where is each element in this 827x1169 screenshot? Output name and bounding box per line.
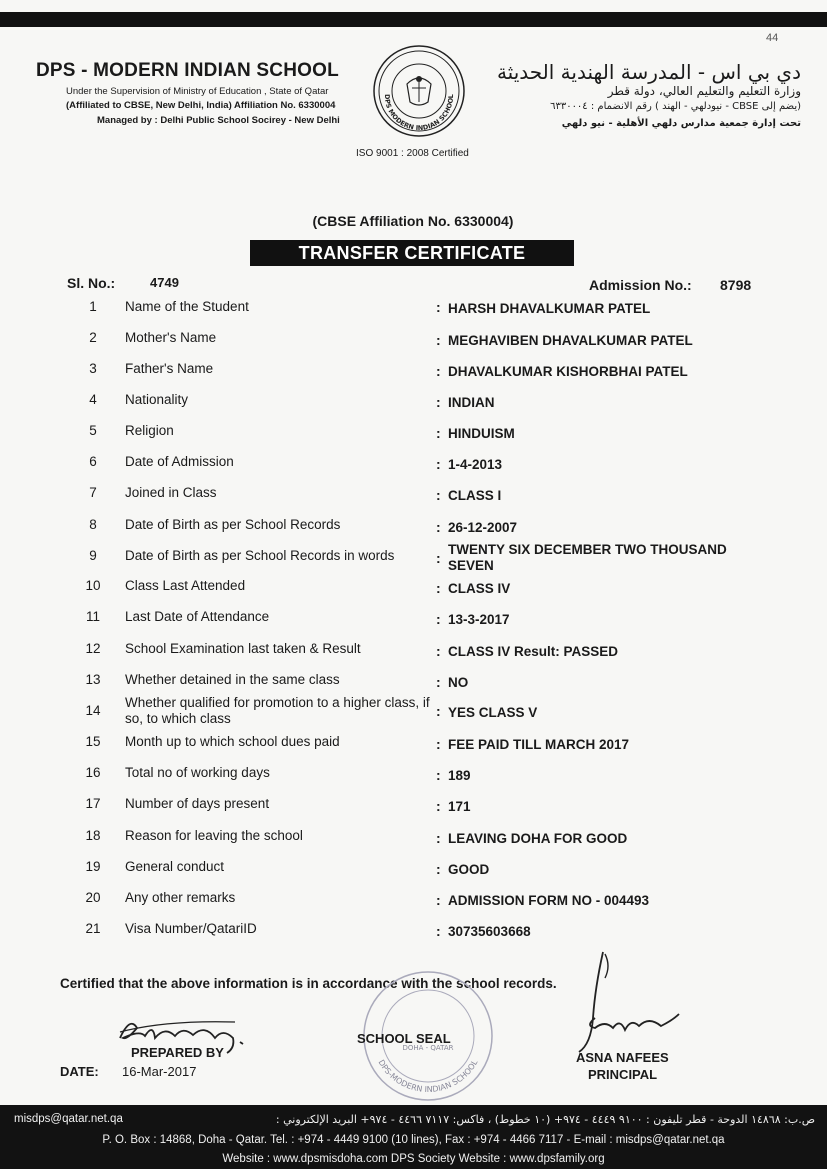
row-number: 12 <box>85 641 101 656</box>
row-label: Class Last Attended <box>125 578 246 593</box>
row-colon: : <box>436 611 441 627</box>
certificate-row <box>0 578 827 606</box>
date-value: 16-Mar-2017 <box>122 1064 197 1079</box>
serial-no-value: 4749 <box>150 275 179 290</box>
principal-name: ASNA NAFEES <box>576 1050 669 1065</box>
row-number: 9 <box>89 548 97 563</box>
row-label: Month up to which school dues paid <box>125 734 340 749</box>
row-value: HARSH DHAVALKUMAR PATEL <box>448 301 651 316</box>
footer-arabic-contact: ص.ب: ١٤٨٦٨ الدوحة - قطر تليفون : ٩١٠٠ ٤٤٤٩ - ٩٧٤+ (١٠ خطوط) ، فاكس: ٧١١٧ ٤٤٦٦ - ٩٧٤+ البريد الإلكتروني : <box>275 1113 815 1126</box>
row-label: Any other remarks <box>125 890 236 905</box>
row-colon: : <box>436 830 441 846</box>
row-colon: : <box>436 861 441 877</box>
row-number: 8 <box>89 517 97 532</box>
row-number: 2 <box>89 330 97 345</box>
affiliation-line: (Affiliated to CBSE, New Delhi, India) Affiliation No. 6330004 <box>66 100 336 111</box>
row-colon: : <box>436 736 441 752</box>
row-value: NO <box>448 675 469 690</box>
row-colon: : <box>436 519 441 535</box>
certificate-row <box>0 890 827 918</box>
school-name-en: DPS - MODERN INDIAN SCHOOL <box>36 60 339 81</box>
row-number: 3 <box>89 361 97 376</box>
row-value: 13-3-2017 <box>448 612 510 627</box>
row-colon: : <box>436 425 441 441</box>
row-value: CLASS I <box>448 488 502 503</box>
certificate-row <box>0 734 827 762</box>
row-label: Number of days present <box>125 796 270 811</box>
row-number: 4 <box>89 392 97 407</box>
row-label: Joined in Class <box>125 485 217 500</box>
row-label: Date of Birth as per School Records in words <box>125 548 395 563</box>
admission-no-label: Admission No.: <box>589 277 692 293</box>
certificate-row <box>0 423 827 451</box>
row-number: 7 <box>89 485 97 500</box>
row-colon: : <box>436 580 441 596</box>
footer-website-line: Website : www.dpsmisdoha.com DPS Society Website : www.dpsfamily.org <box>222 1153 605 1165</box>
row-label: Mother's Name <box>125 330 217 345</box>
row-value: CLASS IV <box>448 581 511 596</box>
row-number: 5 <box>89 423 97 438</box>
row-value: MEGHAVIBEN DHAVALKUMAR PATEL <box>448 333 693 348</box>
row-colon: : <box>436 394 441 410</box>
row-value: 26-12-2007 <box>448 520 518 535</box>
row-label: Whether qualified for promotion to a higher class, if so, to which class <box>125 695 430 726</box>
ministry-ar: وزارة التعليم والتعليم العالي، دولة قطر <box>607 84 801 98</box>
logo-text: DPS MODERN INDIAN SCHOOL <box>382 93 456 133</box>
page-mark: 44 <box>766 32 779 44</box>
row-number: 1 <box>89 299 97 314</box>
certificate-row <box>0 859 827 887</box>
row-number: 11 <box>85 609 100 624</box>
row-number: 19 <box>85 859 101 874</box>
row-value: TWENTY SIX DECEMBER TWO THOUSAND SEVEN <box>448 542 727 573</box>
certificate-row <box>0 765 827 793</box>
row-number: 20 <box>85 890 101 905</box>
row-value: HINDUISM <box>448 426 515 441</box>
row-label: General conduct <box>125 859 225 874</box>
row-label: Name of the Student <box>125 299 249 314</box>
school-logo <box>372 44 466 138</box>
row-label: Date of Birth as per School Records <box>125 517 341 532</box>
row-number: 10 <box>85 578 101 593</box>
school-seal-label: SCHOOL SEAL <box>357 1031 451 1046</box>
affiliation-ar: (يضم إلى CBSE - نيودلهي - الهند ) رقم الانضمام : ٦٣٣٠٠٠٤ <box>550 101 801 112</box>
row-label: School Examination last taken & Result <box>125 641 361 656</box>
prepared-by-label: PREPARED BY <box>131 1045 224 1060</box>
row-value: 1-4-2013 <box>448 457 503 472</box>
certificate-row <box>0 921 827 949</box>
row-number: 21 <box>85 921 101 936</box>
row-colon: : <box>436 363 441 379</box>
row-label: Visa Number/QatariID <box>125 921 257 936</box>
admission-no-value: 8798 <box>720 277 752 293</box>
certificate-row <box>0 695 827 729</box>
row-label: Father's Name <box>125 361 214 376</box>
row-value: LEAVING DOHA FOR GOOD <box>448 831 628 846</box>
row-colon: : <box>436 767 441 783</box>
row-value: DHAVALKUMAR KISHORBHAI PATEL <box>448 364 688 379</box>
footer-contact-line: P. O. Box : 14868, Doha - Qatar. Tel. : +974 - 4449 9100 (10 lines), Fax : +974 - 4466 7117 - E-mail : misdps@qatar.net.qa <box>102 1134 725 1146</box>
row-colon: : <box>436 892 441 908</box>
row-colon: : <box>436 456 441 472</box>
row-value: YES CLASS V <box>448 705 538 720</box>
row-colon: : <box>436 299 441 315</box>
row-value: 189 <box>448 768 471 783</box>
row-colon: : <box>436 923 441 939</box>
certificate-row <box>0 330 827 358</box>
seal-center-text: DOHA - QATAR <box>402 1044 454 1052</box>
row-value: FEE PAID TILL MARCH 2017 <box>448 737 630 752</box>
row-number: 6 <box>89 454 97 469</box>
iso-certification: ISO 9001 : 2008 Certified <box>356 148 469 159</box>
row-value: CLASS IV Result: PASSED <box>448 644 619 659</box>
row-label: Date of Admission <box>125 454 234 469</box>
certificate-row <box>0 299 827 327</box>
certificate-row <box>0 485 827 513</box>
row-number: 14 <box>85 703 101 718</box>
footer-email: misdps@qatar.net.qa <box>14 1113 123 1125</box>
row-value: GOOD <box>448 862 490 877</box>
managed-ar: تحت إدارة جمعية مدارس دلهي الأهلية - نيو دلهي <box>561 118 801 129</box>
row-number: 17 <box>85 796 101 811</box>
row-number: 15 <box>85 734 101 749</box>
row-colon: : <box>436 487 441 503</box>
certificate-row <box>0 641 827 669</box>
school-name-ar: دي بي اس - المدرسة الهندية الحديثة <box>496 60 801 84</box>
row-label: Nationality <box>125 392 189 407</box>
top-bar <box>0 12 827 27</box>
row-colon: : <box>436 674 441 690</box>
certificate-row <box>0 609 827 637</box>
certificate-row <box>0 454 827 482</box>
row-number: 13 <box>85 672 101 687</box>
cbse-affiliation: (CBSE Affiliation No. 6330004) <box>312 213 514 229</box>
seal-ring-text: DPS-MODERN INDIAN SCHOOL <box>376 1058 480 1095</box>
row-number: 16 <box>85 765 101 780</box>
date-label: DATE: <box>60 1064 99 1079</box>
principal-signature <box>565 948 685 1058</box>
row-label: Last Date of Attendance <box>125 609 270 624</box>
row-value: 171 <box>448 799 471 814</box>
row-number: 18 <box>85 828 101 843</box>
row-colon: : <box>436 798 441 814</box>
certificate-row <box>0 828 827 856</box>
principal-title: PRINCIPAL <box>588 1067 658 1082</box>
row-colon: : <box>436 643 441 659</box>
row-label: Total no of working days <box>125 765 270 780</box>
certificate-row <box>0 796 827 824</box>
serial-no-label: Sl. No.: <box>67 275 116 291</box>
row-value: ADMISSION FORM NO - 004493 <box>448 893 650 908</box>
row-label: Religion <box>125 423 174 438</box>
certificate-row <box>0 392 827 420</box>
row-colon: : <box>436 332 441 348</box>
page-footer <box>0 1105 827 1169</box>
certificate-row <box>0 517 827 545</box>
row-label: Reason for leaving the school <box>125 828 303 843</box>
certified-statement: Certified that the above information is in accordance with the school records. <box>60 976 557 991</box>
certificate-row <box>0 361 827 389</box>
certificate-title: TRANSFER CERTIFICATE <box>250 240 574 266</box>
row-colon: : <box>436 550 441 566</box>
supervision-line: Under the Supervision of Ministry of Education , State of Qatar <box>66 86 329 97</box>
row-label: Whether detained in the same class <box>125 672 340 687</box>
row-value: 30735603668 <box>448 924 531 939</box>
row-value: INDIAN <box>448 395 495 410</box>
managed-line: Managed by : Delhi Public School Socirey - New Delhi <box>97 115 340 126</box>
row-colon: : <box>436 703 441 719</box>
